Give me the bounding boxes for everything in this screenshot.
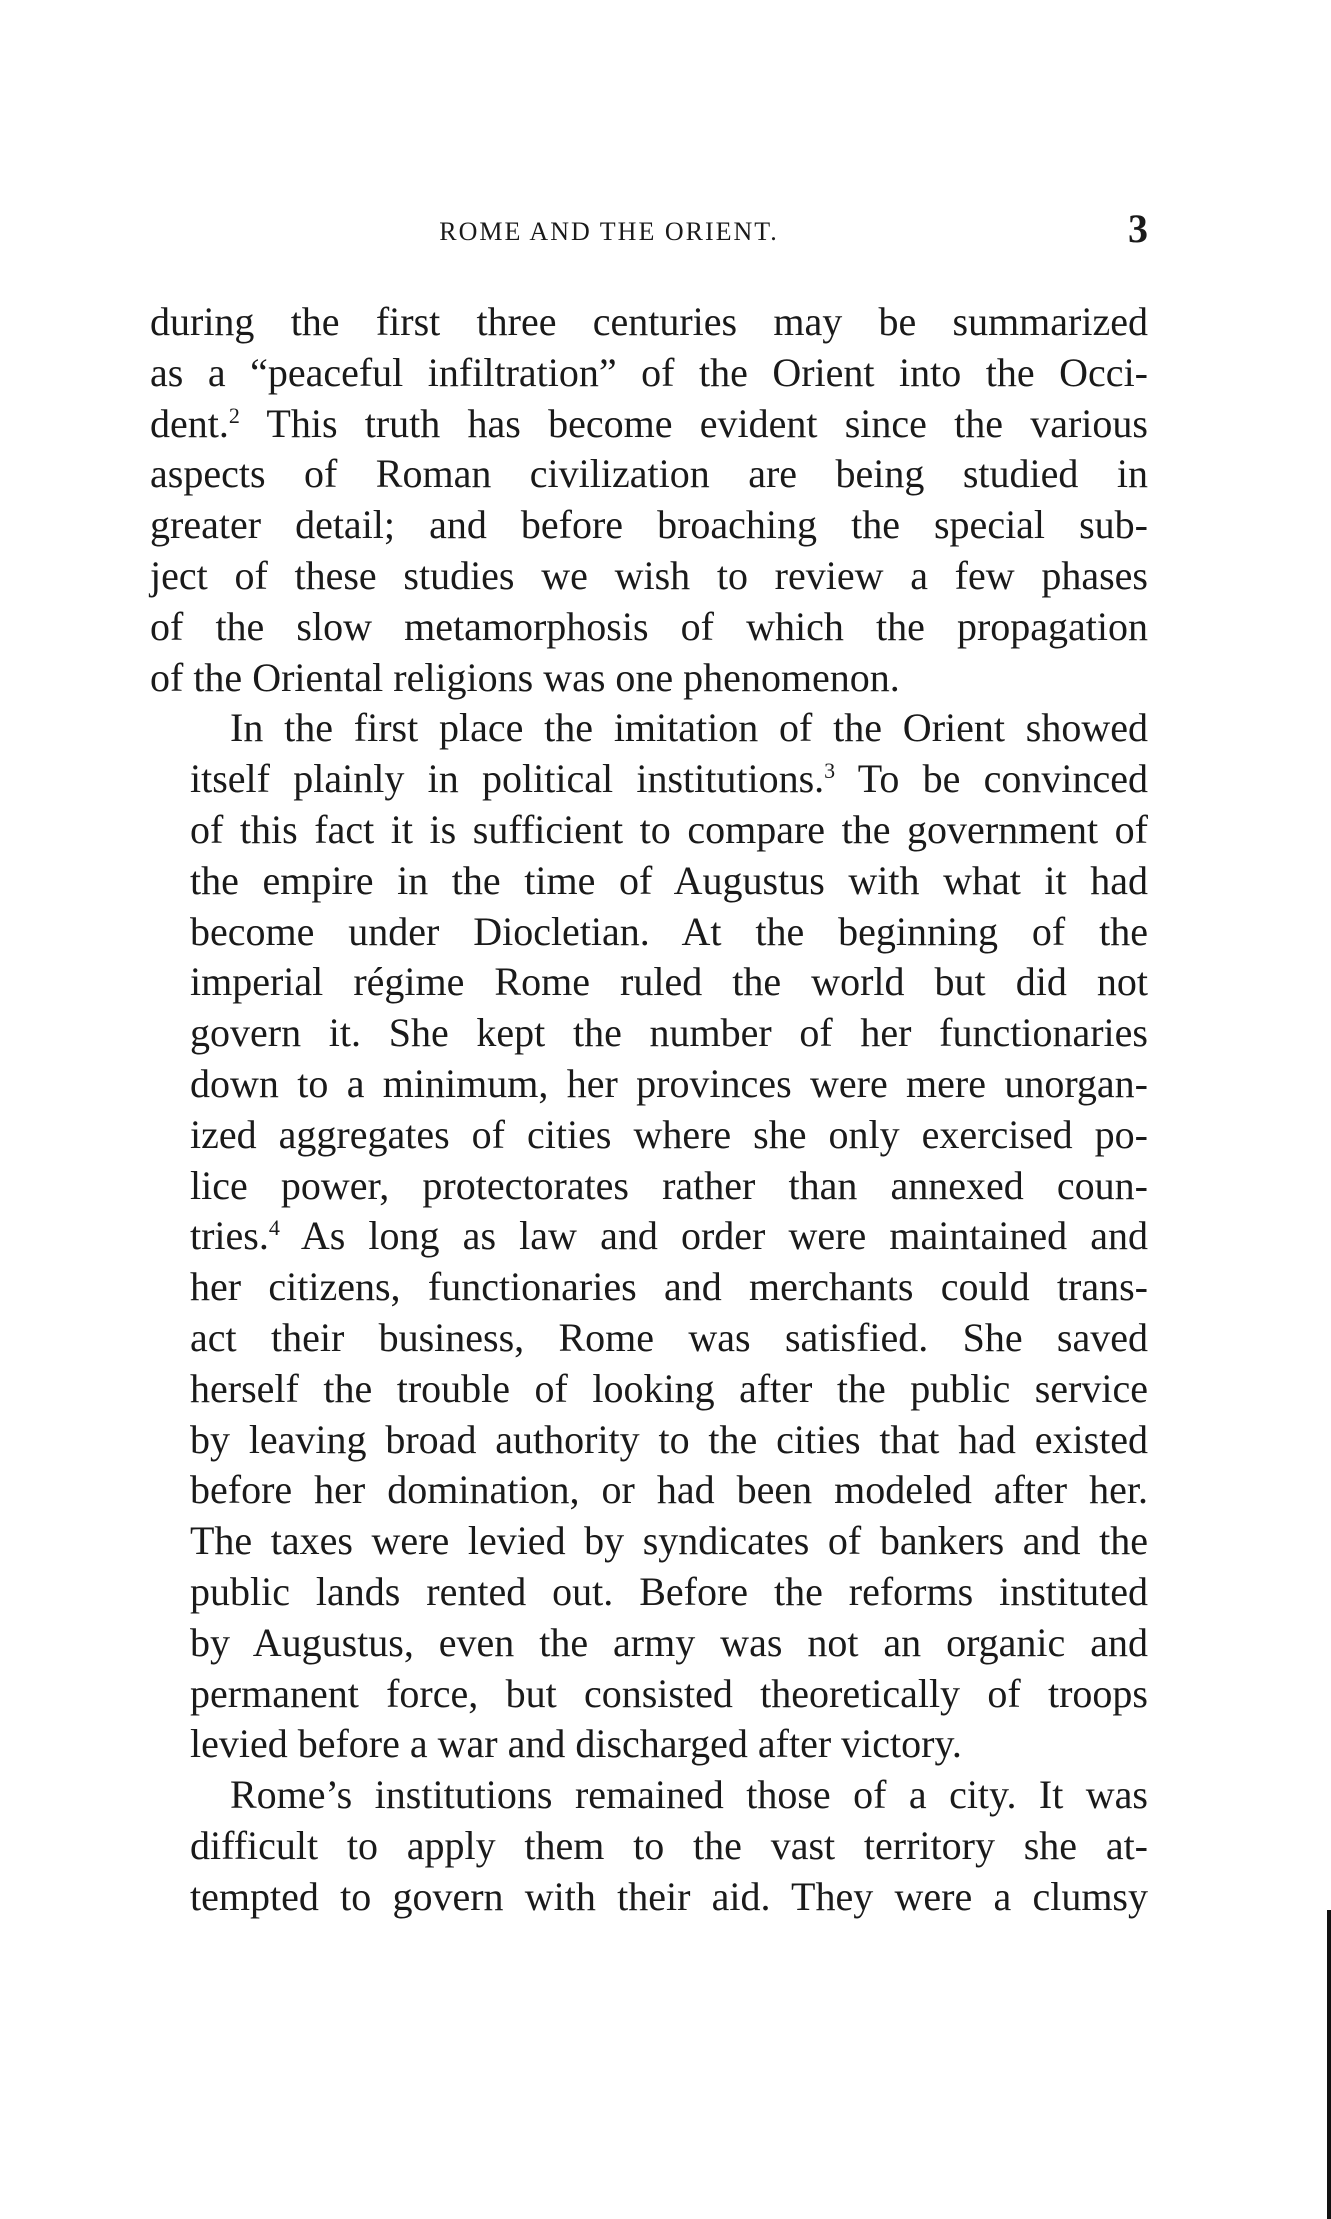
line-text: by leaving broad authority to the cities that had existed	[190, 1416, 1148, 1462]
line-text: before her domination, or had been modeled after her.	[190, 1467, 1148, 1513]
line-text: In the first place the imitation of the Orient showed	[230, 705, 1148, 751]
line-text: act their business, Rome was satisfied. She saved	[190, 1314, 1148, 1360]
text-line	[150, 1872, 1148, 1923]
text-line	[150, 653, 1148, 704]
text-line	[150, 1719, 1148, 1770]
line-text: lice power, protectorates rather than annexed coun-	[190, 1162, 1148, 1208]
line-text: levied before a war and discharged after victory.	[190, 1721, 962, 1767]
text-line	[150, 399, 1148, 450]
line-text-continued: As long as law and order were maintained and	[279, 1213, 1148, 1259]
line-text-continued: This truth has become evident since the various	[239, 400, 1148, 446]
line-text: dent.	[150, 400, 229, 446]
line-text: as a “peaceful infiltration” of the Orient into the Occi-	[150, 349, 1148, 395]
text-line	[150, 500, 1148, 551]
text-line	[150, 1313, 1148, 1364]
line-text: of the Oriental religions was one phenomenon.	[150, 654, 900, 700]
text-line	[150, 1618, 1148, 1669]
text-line	[150, 1567, 1148, 1618]
text-line	[150, 1110, 1148, 1161]
line-text-continued: To be convinced	[835, 756, 1149, 802]
line-text: tries.	[190, 1213, 269, 1259]
scan-edge-mark	[1327, 1910, 1331, 2219]
line-text: ized aggregates of cities where she only exercised po-	[190, 1111, 1148, 1157]
paragraph	[150, 1770, 1148, 1922]
line-text: of this fact it is sufficient to compare the government of	[190, 806, 1148, 852]
line-text: public lands rented out. Before the reforms instituted	[190, 1568, 1148, 1614]
line-text: difficult to apply them to the vast territory she at-	[190, 1822, 1148, 1868]
text-line	[150, 703, 1148, 754]
text-line	[150, 449, 1148, 500]
text-line	[150, 1161, 1148, 1212]
text-line	[150, 805, 1148, 856]
text-line	[150, 957, 1148, 1008]
line-text: tempted to govern with their aid. They were a clumsy	[190, 1873, 1148, 1919]
line-text: Rome’s institutions remained those of a city. It was	[230, 1772, 1148, 1818]
line-text: the empire in the time of Augustus with what it had	[190, 857, 1148, 903]
text-line	[150, 754, 1148, 805]
text-line	[150, 856, 1148, 907]
text-line	[150, 1669, 1148, 1720]
line-text: herself the trouble of looking after the public service	[190, 1365, 1148, 1411]
line-text: aspects of Roman civilization are being studied in	[150, 451, 1148, 497]
line-text: govern it. She kept the number of her functionaries	[190, 1010, 1148, 1056]
text-line	[150, 348, 1148, 399]
text-line	[150, 297, 1148, 348]
text-line	[150, 1059, 1148, 1110]
line-text: ject of these studies we wish to review a few phases	[150, 552, 1148, 598]
line-text: down to a minimum, her provinces were mere unorgan-	[190, 1060, 1148, 1106]
line-text: her citizens, functionaries and merchants could trans-	[190, 1264, 1148, 1310]
text-line	[150, 1211, 1148, 1262]
footnote-marker[interactable]: 2	[228, 402, 240, 428]
text-line	[150, 1465, 1148, 1516]
line-text: permanent force, but consisted theoretically of troops	[190, 1670, 1148, 1716]
line-text: itself plainly in political institutions.	[190, 756, 825, 802]
line-text: by Augustus, even the army was not an organic and	[190, 1619, 1148, 1665]
paragraph	[150, 297, 1148, 703]
text-line	[150, 1008, 1148, 1059]
line-text: greater detail; and before broaching the special sub-	[150, 502, 1148, 548]
text-line	[150, 1821, 1148, 1872]
running-head: ROME AND THE ORIENT.	[439, 217, 779, 246]
line-text: of the slow metamorphosis of which the propagation	[150, 603, 1148, 649]
text-line	[150, 1770, 1148, 1821]
body-text	[150, 297, 1148, 1923]
line-text: imperial régime Rome ruled the world but did not	[190, 959, 1148, 1005]
text-line	[150, 1364, 1148, 1415]
paragraph	[150, 703, 1148, 1770]
line-text: during the first three centuries may be summarized	[150, 299, 1148, 344]
text-line	[150, 551, 1148, 602]
footnote-marker[interactable]: 4	[268, 1215, 280, 1241]
line-text: The taxes were levied by syndicates of bankers and the	[190, 1518, 1148, 1564]
text-line	[150, 1262, 1148, 1313]
text-line	[150, 602, 1148, 653]
line-text: become under Diocletian. At the beginning of the	[190, 908, 1148, 954]
text-line	[150, 1415, 1148, 1466]
page-header	[150, 205, 1148, 255]
footnote-marker[interactable]: 3	[824, 758, 836, 784]
text-line	[150, 1516, 1148, 1567]
text-line	[150, 907, 1148, 958]
page-number: 3	[1128, 206, 1148, 251]
